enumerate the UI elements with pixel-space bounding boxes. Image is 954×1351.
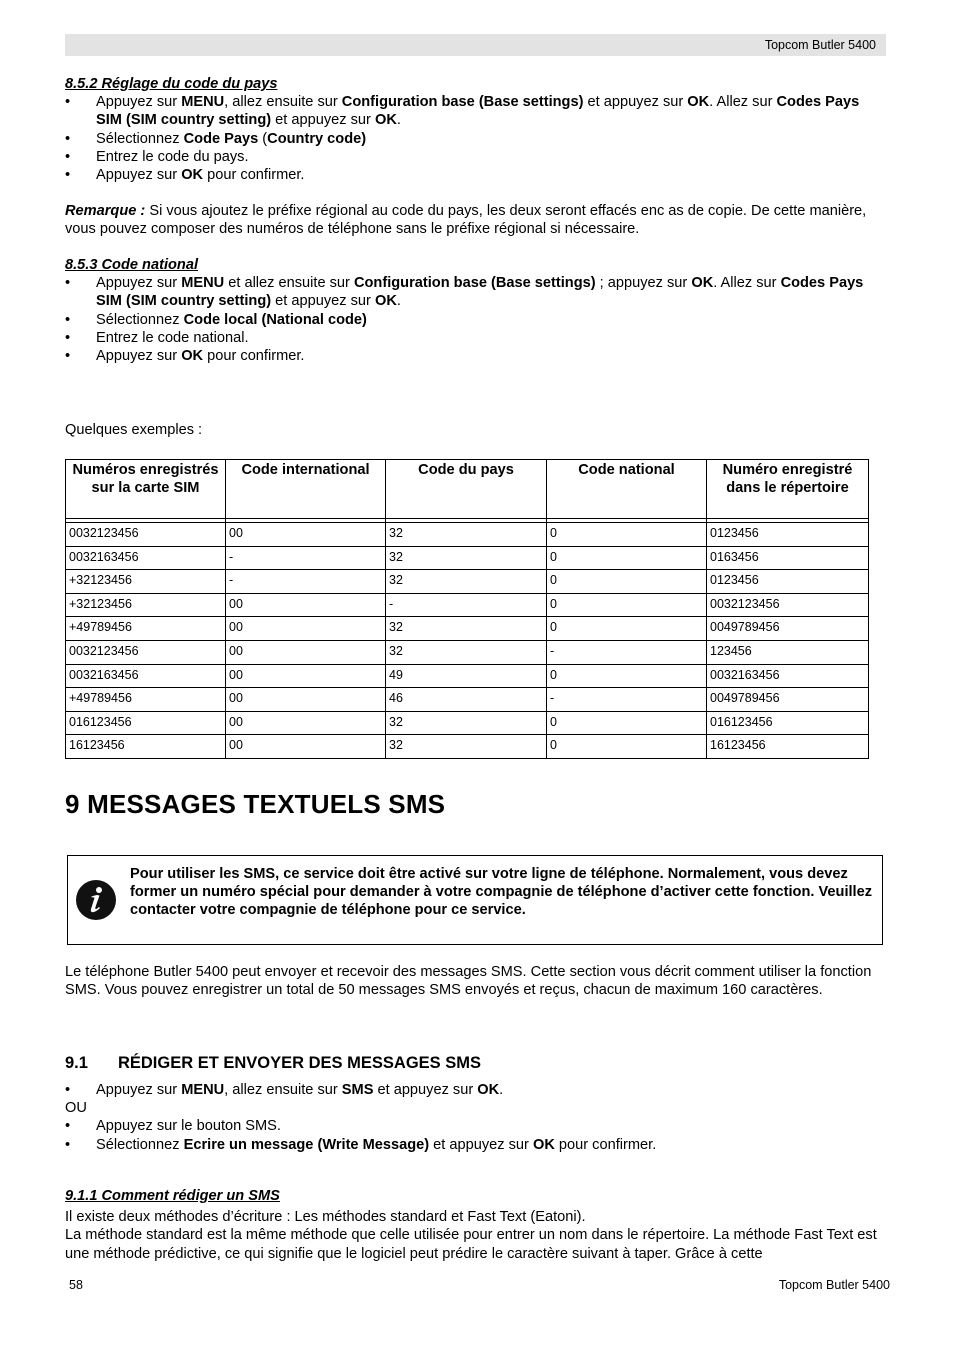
table-cell: 0032123456: [66, 523, 226, 547]
table-row: [66, 664, 869, 688]
table-cell: 00: [226, 664, 386, 688]
table-cell: 32: [386, 617, 547, 641]
intro-paragraph: Le téléphone Butler 5400 peut envoyer et recevoir des messages SMS. Cette section vous décrit comment utiliser la fonction SMS. Vous pouvez enregistrer un total de 50 messages SMS envoyés et reçus, chacun de maximum 160 caractères.: [65, 964, 872, 999]
list-item: • Appuyez sur MENU, allez ensuite sur Configuration base (Base settings) et appuyez sur OK. Allez sur Codes Pays SIM (SIM country setting) et appuyez sur OK.: [65, 93, 887, 129]
column-header: Code du pays: [386, 460, 547, 519]
list-item: • Appuyez sur MENU, allez ensuite sur SMS et appuyez sur OK.: [65, 1081, 887, 1099]
list-item: • Appuyez sur OK pour confirmer.: [65, 347, 887, 365]
table-cell: -: [226, 570, 386, 594]
table-cell: 0: [547, 570, 707, 594]
table-cell: 00: [226, 688, 386, 712]
table-cell: 0049789456: [707, 617, 869, 641]
table-cell: 016123456: [707, 711, 869, 735]
section-number: 9.1: [65, 1054, 88, 1072]
table-cell: 00: [226, 523, 386, 547]
list-item: • Entrez le code national.: [65, 329, 887, 347]
note-box: [67, 855, 883, 945]
table-row: [66, 617, 869, 641]
table-cell: 32: [386, 640, 547, 664]
table-cell: 0: [547, 711, 707, 735]
table-cell: +32123456: [66, 570, 226, 594]
list-item: • Entrez le code du pays.: [65, 148, 887, 166]
bullet-list: [65, 1081, 887, 1099]
bullet-list: [65, 93, 887, 184]
section-title: RÉDIGER ET ENVOYER DES MESSAGES SMS: [117, 1054, 482, 1072]
list-item: • Appuyez sur le bouton SMS.: [65, 1117, 887, 1135]
table-row: [66, 640, 869, 664]
examples-intro: Quelques exemples :: [65, 422, 203, 438]
table-row: [66, 735, 869, 759]
table-header-row: [66, 460, 869, 519]
section-title: 8.5.2 Réglage du code du pays: [65, 76, 278, 92]
table-cell: 0123456: [707, 570, 869, 594]
table-cell: 16123456: [707, 735, 869, 759]
section-8-5-2: [65, 75, 887, 239]
remark-paragraph: Remarque : Si vous ajoutez le préfixe régional au code du pays, les deux seront effacés enc as de copie. De cette manière, vous pouvez composer des numéros de téléphone sans le préfixe régional si nécessaire.: [65, 203, 867, 238]
paragraph: La méthode standard est la même méthode que celle utilisée pour entrer un nom dans le répertoire. La méthode Fast Text est une méthode prédictive, ce qui signifie que le logiciel peut prédire le caractère suivant à taper. Grâce à cette: [65, 1227, 877, 1262]
table-cell: 0: [547, 617, 707, 641]
section-title: 9.1.1 Comment rédiger un SMS: [65, 1188, 280, 1204]
table-cell: 0032163456: [66, 546, 226, 570]
table-cell: 32: [386, 570, 547, 594]
table-cell: 0032123456: [66, 640, 226, 664]
table-cell: 32: [386, 735, 547, 759]
table-cell: 00: [226, 711, 386, 735]
table-cell: 0: [547, 735, 707, 759]
table-cell: 0: [547, 664, 707, 688]
table-cell: 32: [386, 711, 547, 735]
table-row: [66, 593, 869, 617]
column-header: Code international: [226, 460, 386, 519]
table-cell: 0: [547, 593, 707, 617]
section-9-1-1: [65, 1187, 887, 1263]
table-cell: 32: [386, 523, 547, 547]
table-cell: 0032163456: [66, 664, 226, 688]
paragraph: Il existe deux méthodes d’écriture : Les méthodes standard et Fast Text (Eatoni).: [65, 1209, 586, 1226]
bullet-list: [65, 1117, 887, 1153]
table-cell: +32123456: [66, 593, 226, 617]
table-cell: -: [226, 546, 386, 570]
note-text: Pour utiliser les SMS, ce service doit être activé sur votre ligne de téléphone. Normalement, vous devez former un numéro spécial pour demander à votre compagnie de téléphone d’activer cette fonction. Veuillez contacter votre compagnie de téléphone pour ce service.: [130, 866, 873, 919]
list-item: • Appuyez sur MENU et allez ensuite sur Configuration base (Base settings) ; appuyez sur OK. Allez sur Codes Pays SIM (SIM country setting) et appuyez sur OK.: [65, 274, 887, 310]
info-icon: [76, 880, 116, 920]
table-cell: -: [547, 640, 707, 664]
table-cell: 32: [386, 546, 547, 570]
header-title: Topcom Butler 5400: [764, 38, 876, 52]
list-item: • Sélectionnez Ecrire un message (Write Message) et appuyez sur OK pour confirmer.: [65, 1136, 887, 1154]
table-cell: -: [386, 593, 547, 617]
list-item: • Sélectionnez Code local (National code): [65, 311, 887, 329]
table-body: [66, 519, 869, 759]
examples-table-wrap: [65, 459, 869, 759]
table-cell: +49789456: [66, 688, 226, 712]
table-cell: 016123456: [66, 711, 226, 735]
footer-product: Topcom Butler 5400: [778, 1278, 890, 1292]
chapter-title: 9 MESSAGES TEXTUELS SMS: [65, 789, 446, 819]
table-row: [66, 546, 869, 570]
examples-table: [65, 459, 869, 759]
page-header-bar: [65, 34, 886, 56]
table-cell: 46: [386, 688, 547, 712]
table-cell: 0: [547, 546, 707, 570]
table-cell: 0032163456: [707, 664, 869, 688]
section-9-1-heading: [65, 1053, 481, 1073]
table-cell: 0049789456: [707, 688, 869, 712]
table-cell: 123456: [707, 640, 869, 664]
section-title: 8.5.3 Code national: [65, 257, 198, 273]
column-header: Numéro enregistré dans le répertoire: [707, 460, 869, 519]
or-label: OU: [65, 1100, 87, 1117]
table-cell: +49789456: [66, 617, 226, 641]
remark-label: Remarque :: [65, 203, 146, 220]
page-number: 58: [69, 1278, 83, 1292]
table-row: [66, 711, 869, 735]
section-9-1: [65, 1081, 887, 1154]
table-cell: 00: [226, 593, 386, 617]
table-cell: 0123456: [707, 523, 869, 547]
section-8-5-3: [65, 256, 887, 365]
table-cell: 00: [226, 640, 386, 664]
table-row: [66, 523, 869, 547]
list-item: • Appuyez sur OK pour confirmer.: [65, 166, 887, 184]
table-row: [66, 688, 869, 712]
table-row: [66, 570, 869, 594]
table-cell: 0163456: [707, 546, 869, 570]
column-header: Code national: [547, 460, 707, 519]
list-item: • Sélectionnez Code Pays (Country code): [65, 130, 887, 148]
bullet-list: [65, 274, 887, 365]
column-header: Numéros enregistrés sur la carte SIM: [66, 460, 226, 519]
table-cell: 16123456: [66, 735, 226, 759]
table-cell: 49: [386, 664, 547, 688]
table-cell: -: [547, 688, 707, 712]
table-cell: 00: [226, 617, 386, 641]
table-cell: 00: [226, 735, 386, 759]
table-cell: 0: [547, 523, 707, 547]
table-cell: 0032123456: [707, 593, 869, 617]
